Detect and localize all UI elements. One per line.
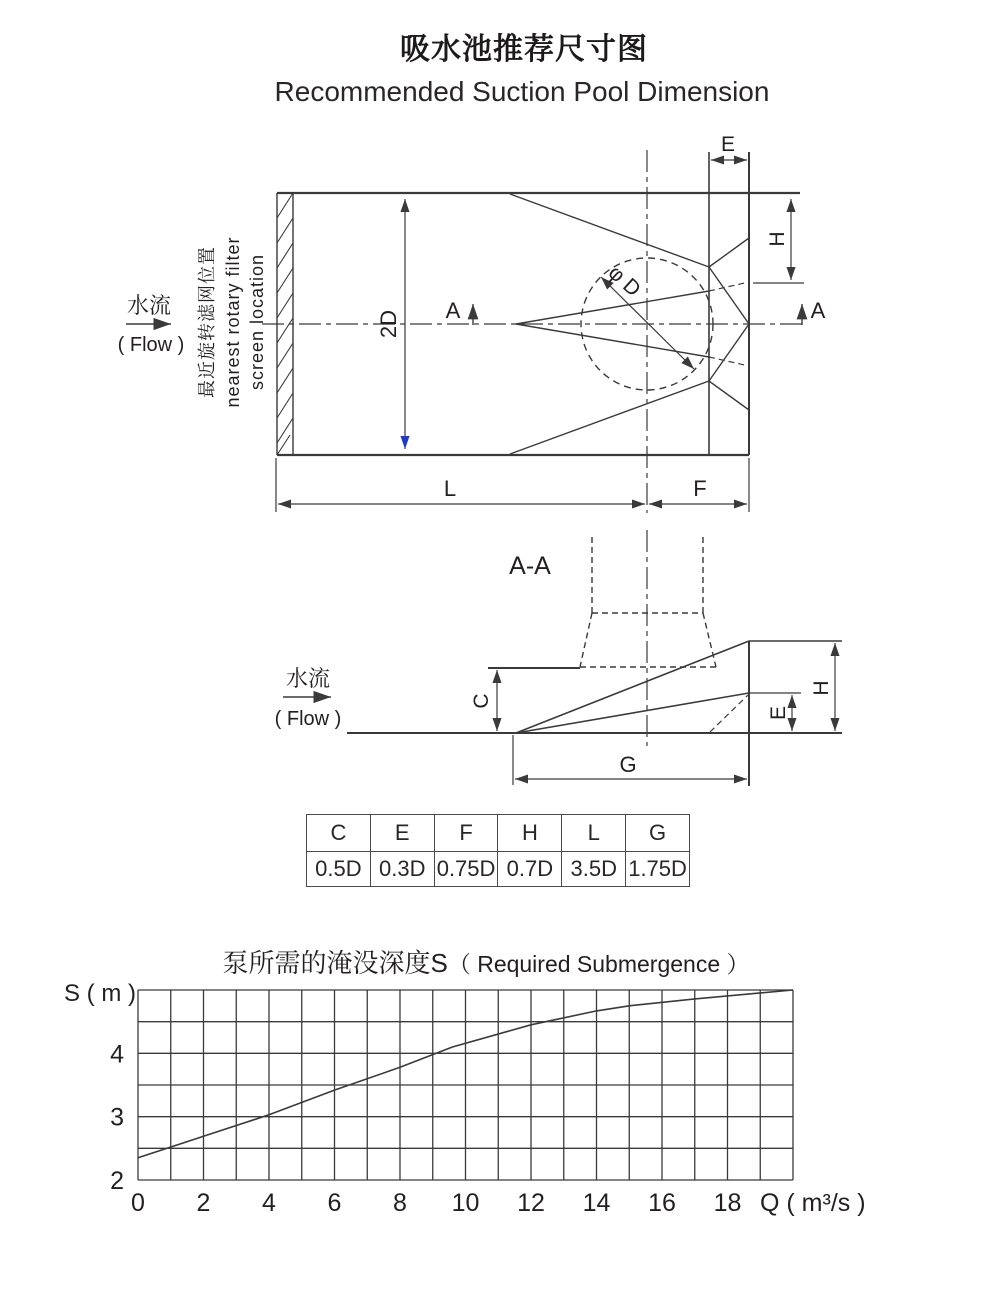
section-marker-left <box>446 298 473 325</box>
value-cell-g: 1.75D <box>626 852 690 887</box>
section-label-aa: A-A <box>509 552 551 580</box>
screen-note-english-line2: screen location <box>247 253 267 391</box>
header-cell-g: G <box>626 815 690 852</box>
x-tick-label: 18 <box>713 1189 742 1217</box>
screen-note-english-line1: nearest rotary filter <box>223 236 243 408</box>
section-marker-right <box>802 298 826 325</box>
y-tick-label: 3 <box>110 1103 124 1132</box>
value-cell-e: 0.3D <box>370 852 434 887</box>
y-tick-label: 2 <box>110 1167 124 1195</box>
section-marker-a-right: A <box>810 298 826 323</box>
pump-outline-dashed <box>580 537 716 667</box>
chart-tick-labels <box>110 1040 741 1217</box>
table-header-row <box>307 815 690 852</box>
value-cell-l: 3.5D <box>562 852 626 887</box>
dim-label-h-section: H <box>810 680 833 696</box>
screen-note-chinese: 最近旋转滤网位置 <box>197 246 217 398</box>
x-tick-label: 6 <box>327 1189 342 1217</box>
pool-walls <box>277 152 800 455</box>
dim-label-e-section: E <box>767 705 790 721</box>
dim-label-c: C <box>470 693 493 709</box>
diameter-label: φ D <box>603 261 645 302</box>
x-tick-label: 10 <box>451 1189 480 1217</box>
x-tick-label: 16 <box>648 1189 676 1217</box>
value-cell-c: 0.5D <box>307 852 371 887</box>
value-cell-f: 0.75D <box>434 852 498 887</box>
x-tick-label: 12 <box>517 1189 545 1217</box>
page-title-english: Recommended Suction Pool Dimension <box>274 76 770 107</box>
chart-title-zh: 泵所需的淹没深度S <box>222 948 448 978</box>
x-axis-label: Q ( m³/s ) <box>760 1189 866 1217</box>
chart-title <box>222 948 749 978</box>
dimension-table <box>306 814 690 887</box>
header-cell-f: F <box>434 815 498 852</box>
dim-label-2d: 2D <box>376 309 401 339</box>
x-tick-label: 2 <box>196 1189 211 1217</box>
table-value-row <box>307 852 690 887</box>
value-cell-h: 0.7D <box>498 852 562 887</box>
header-cell-h: H <box>498 815 562 852</box>
plan-view <box>118 133 826 513</box>
submergence-chart <box>64 948 866 1217</box>
flow-label-zh-plan: 水流 <box>126 293 172 318</box>
x-tick-label: 8 <box>393 1189 407 1217</box>
chart-grid <box>138 990 793 1180</box>
dim-label-h-plan: H <box>766 231 789 247</box>
x-tick-label: 0 <box>131 1189 145 1217</box>
page-title-chinese: 吸水池推荐尺寸图 <box>400 33 648 66</box>
dim-label-e-plan: E <box>720 133 736 156</box>
flow-label-en-section: ( Flow ) <box>274 708 342 730</box>
flow-label-zh-section: 水流 <box>285 666 331 691</box>
dim-label-l: L <box>443 476 457 501</box>
header-cell-l: L <box>562 815 626 852</box>
y-axis-label: S ( m ) <box>64 980 136 1007</box>
chart-title-en: （ Required Submergence ） <box>447 951 750 977</box>
dim-label-g: G <box>619 752 637 777</box>
dim-label-f: F <box>693 476 707 501</box>
y-tick-label: 4 <box>110 1040 124 1069</box>
x-tick-label: 14 <box>582 1189 611 1217</box>
header-cell-c: C <box>307 815 371 852</box>
flow-label-en-plan: ( Flow ) <box>117 334 185 356</box>
section-view <box>275 530 842 786</box>
header-cell-e: E <box>370 815 434 852</box>
x-tick-label: 4 <box>262 1189 276 1217</box>
section-marker-a-left: A <box>445 298 461 323</box>
